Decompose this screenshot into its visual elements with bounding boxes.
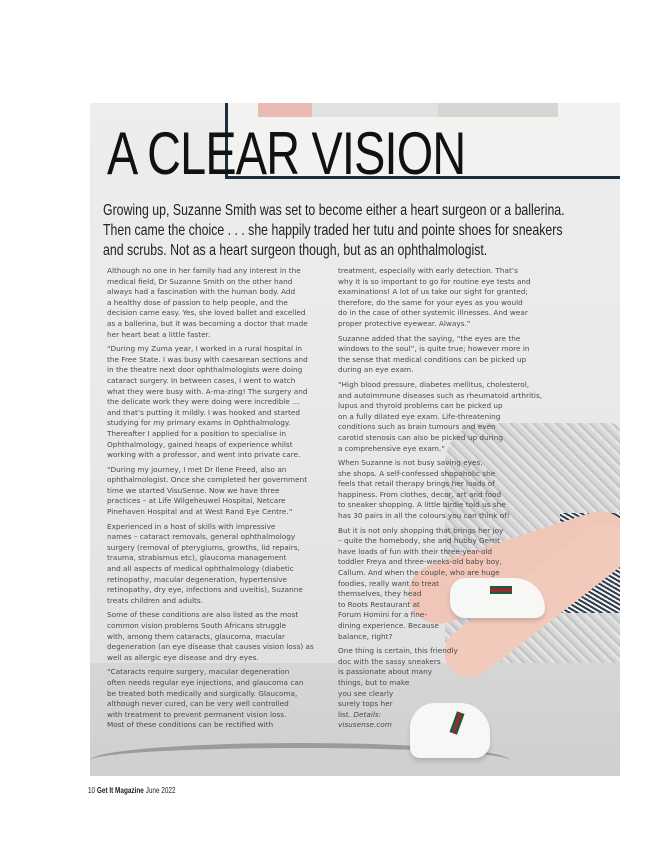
body-line: retinopathy, macular degeneration, hypertensive: [107, 574, 288, 584]
body-line: retinopathy, dry eye, infections and uveitis), Suzanne: [107, 585, 303, 595]
page-number: 10: [88, 786, 96, 795]
body-line: is passionate about many: [338, 667, 433, 677]
body-line: to Roots Restaurant at: [338, 599, 420, 609]
body-line: Suzanne added that the saying, “the eyes are the: [338, 333, 521, 343]
standfirst-line: Growing up, Suzanne Smith was set to become either a heart surgeon or a ballerina.: [103, 202, 565, 219]
framed-artwork: [258, 103, 558, 117]
body-line: degeneration (an eye disease that causes vision loss) as: [107, 642, 314, 652]
body-line: Ophthalmology, gained heaps of experience whilst: [107, 439, 293, 449]
body-line: her heart beat a little faster.: [107, 329, 211, 339]
body-line: time we started VisuSense. Now we have three: [107, 485, 280, 495]
body-line: be treated both medically and surgically. Glaucoma,: [107, 688, 298, 698]
body-line: dining experience. Because: [338, 621, 439, 630]
body-line: happiness. From clothes, decor, art and food: [338, 489, 502, 499]
body-line: although never cured, can be very well controlled: [107, 699, 289, 709]
standfirst-line: and scrubs. Not as a heart surgeon though, but as an ophthalmologist.: [103, 242, 488, 259]
body-line: proper protective eyewear. Always.”: [338, 318, 471, 328]
publication-name: Get It Magazine: [96, 786, 144, 795]
body-line: Forum Homini for a fine-: [338, 610, 427, 620]
body-line: she shops. A self-confessed shopaholic she: [338, 468, 496, 478]
page-footer: [88, 786, 176, 795]
body-line: why it is so important to go for routine eye tests and: [338, 276, 531, 286]
body-line: Pinehaven Hospital and at West Rand Eye Centre.”: [107, 507, 293, 517]
body-paragraph: [107, 610, 332, 663]
body-line: Most of these conditions can be rectified with: [107, 720, 274, 730]
body-line: treats children and adults.: [107, 595, 204, 605]
body-paragraph: [107, 344, 332, 461]
body-paragraph: [107, 465, 332, 518]
body-line: to sneaker shopping. A little birdie told us she: [338, 500, 506, 510]
body-line: in the theatre next door ophthalmologists were doing: [107, 365, 303, 375]
body-column-left: [107, 266, 332, 735]
body-line: balance, right?: [338, 631, 393, 641]
body-line: But it is not only shopping that brings her joy: [338, 525, 504, 535]
body-line: Although no one in her family had any interest in the: [107, 266, 301, 275]
body-line: well as allergic eye disease and dry eyes.: [107, 652, 259, 662]
body-line: on a fully dilated eye exam. Life-threatening: [338, 411, 501, 421]
body-paragraph: [338, 526, 573, 643]
body-line: themselves, they head: [338, 589, 422, 599]
body-line: toddler Freya and three-weeks-old baby boy,: [338, 557, 502, 567]
body-line: do in the case of other systemic illnesses. And wear: [338, 308, 528, 318]
body-line: studying for my primary exams in Ophthalmology.: [107, 418, 291, 428]
closing-line: [338, 710, 573, 721]
body-line: therefore, do the same for your eyes as you would: [338, 297, 523, 307]
body-line: and all aspects of medical ophthalmology (diabetic: [107, 564, 294, 574]
body-line: surely tops her: [338, 699, 393, 709]
issue-date: June 2022: [145, 786, 176, 795]
body-line: carotid stenosis can also be picked up during: [338, 432, 503, 442]
body-line: the Free State. I was busy with caesarean sections and: [107, 354, 308, 364]
website-link[interactable]: visusense.com: [338, 720, 392, 730]
body-paragraph: [338, 458, 573, 522]
body-line: a healthy dose of passion to help people, and the: [107, 297, 288, 307]
body-line: has 30 pairs in all the colours you can think of!: [338, 511, 510, 521]
body-line: often needs regular eye injections, and glaucoma can: [107, 677, 304, 687]
body-line: surgery (removal of pterygiums, growths, lid repairs,: [107, 542, 300, 552]
body-paragraph: [107, 266, 332, 340]
body-line: When Suzanne is not busy saving eyes,: [338, 458, 483, 468]
body-paragraph: [107, 667, 332, 731]
closing-text: list.: [338, 709, 352, 719]
body-paragraph: [338, 646, 573, 731]
article-standfirst: [103, 201, 565, 261]
body-line: with treatment to prevent permanent vision loss.: [107, 709, 287, 719]
body-line: the delicate work they were doing were incredible …: [107, 397, 300, 407]
body-paragraph: [338, 266, 573, 330]
body-line: and autoimmune diseases such as rheumatoid arthritis,: [338, 390, 543, 400]
body-line: things, but to make: [338, 677, 410, 687]
body-line: a comprehensive eye exam.”: [338, 443, 446, 453]
body-line: medical field, Dr Suzanne Smith on the other hand: [107, 276, 293, 286]
body-line: practices – at Life Wilgeheuwel Hospital, Netcare: [107, 496, 286, 506]
body-line: ophthalmologist. Once she completed her government: [107, 475, 308, 485]
body-line: and that’s putting it mildly. I was hooked and started: [107, 407, 300, 417]
body-line: as a ballerina, but it was becoming a doctor that made: [107, 318, 308, 328]
body-line: foodies, really want to treat: [338, 578, 439, 588]
body-line: decision came easy. Yes, she loved ballet and excelled: [107, 308, 306, 318]
body-line: windows to the soul”, is quite true; however more in: [338, 344, 530, 354]
body-line: names – cataract removals, general ophthalmology: [107, 532, 296, 542]
body-line: have loads of fun with their three-year-old: [338, 546, 493, 556]
body-line: “Cataracts require surgery, macular degeneration: [107, 667, 290, 677]
body-paragraph: [338, 380, 573, 454]
body-line: Thereafter I applied for a position to specialise in: [107, 428, 286, 438]
body-line: – quite the homebody, she and hubby Gerrit: [338, 536, 500, 546]
body-line: “High blood pressure, diabetes mellitus, cholesterol,: [338, 379, 530, 389]
article-title: A CLEAR VISION: [107, 120, 466, 187]
body-line: examinations! A lot of us take our sight for granted;: [338, 287, 528, 297]
body-line: what they were busy with. A-ma-zing! The surgery and: [107, 386, 308, 396]
body-line: “During my journey, I met Dr Ilene Freed, also an: [107, 464, 287, 474]
body-line: always had a fascination with the human body. Add: [107, 287, 296, 297]
body-line: the sense that medical conditions can be picked up: [338, 354, 527, 364]
body-line: you see clearly: [338, 688, 394, 698]
standfirst-line: Then came the choice . . . she happily traded her tutu and pointe shoes for sneakers: [103, 222, 563, 239]
body-line: feels that retail therapy brings her loads of: [338, 479, 495, 489]
body-line: common vision problems South Africans struggle: [107, 621, 287, 630]
body-line: “During my Zuma year, I worked in a rural hospital in: [107, 344, 302, 354]
body-line: doc with the sassy sneakers: [338, 656, 441, 666]
body-line: Some of these conditions are also listed as the most: [107, 610, 299, 620]
body-line: One thing is certain, this friendly: [338, 646, 458, 656]
body-line: cataract surgery. In between cases, I went to watch: [107, 375, 296, 385]
details-label: Details:: [353, 709, 382, 719]
body-column-right: [338, 266, 573, 735]
body-line: treatment, especially with early detection. That’s: [338, 266, 518, 275]
body-paragraph: [338, 334, 573, 376]
body-line: lupus and thyroid problems can be picked up: [338, 401, 503, 411]
body-line: Callum. And when the couple, who are huge: [338, 568, 500, 578]
body-paragraph: [107, 522, 332, 607]
body-line: Experienced in a host of skills with impressive: [107, 521, 276, 531]
body-line: during an eye exam.: [338, 365, 414, 375]
body-line: trauma, strabismus etc), glaucoma management: [107, 553, 287, 563]
body-line: with, among them cataracts, glaucoma, macular: [107, 631, 285, 641]
body-line: working with a professor, and went into private care.: [107, 450, 301, 460]
body-line: conditions such as brain tumours and even: [338, 422, 496, 432]
